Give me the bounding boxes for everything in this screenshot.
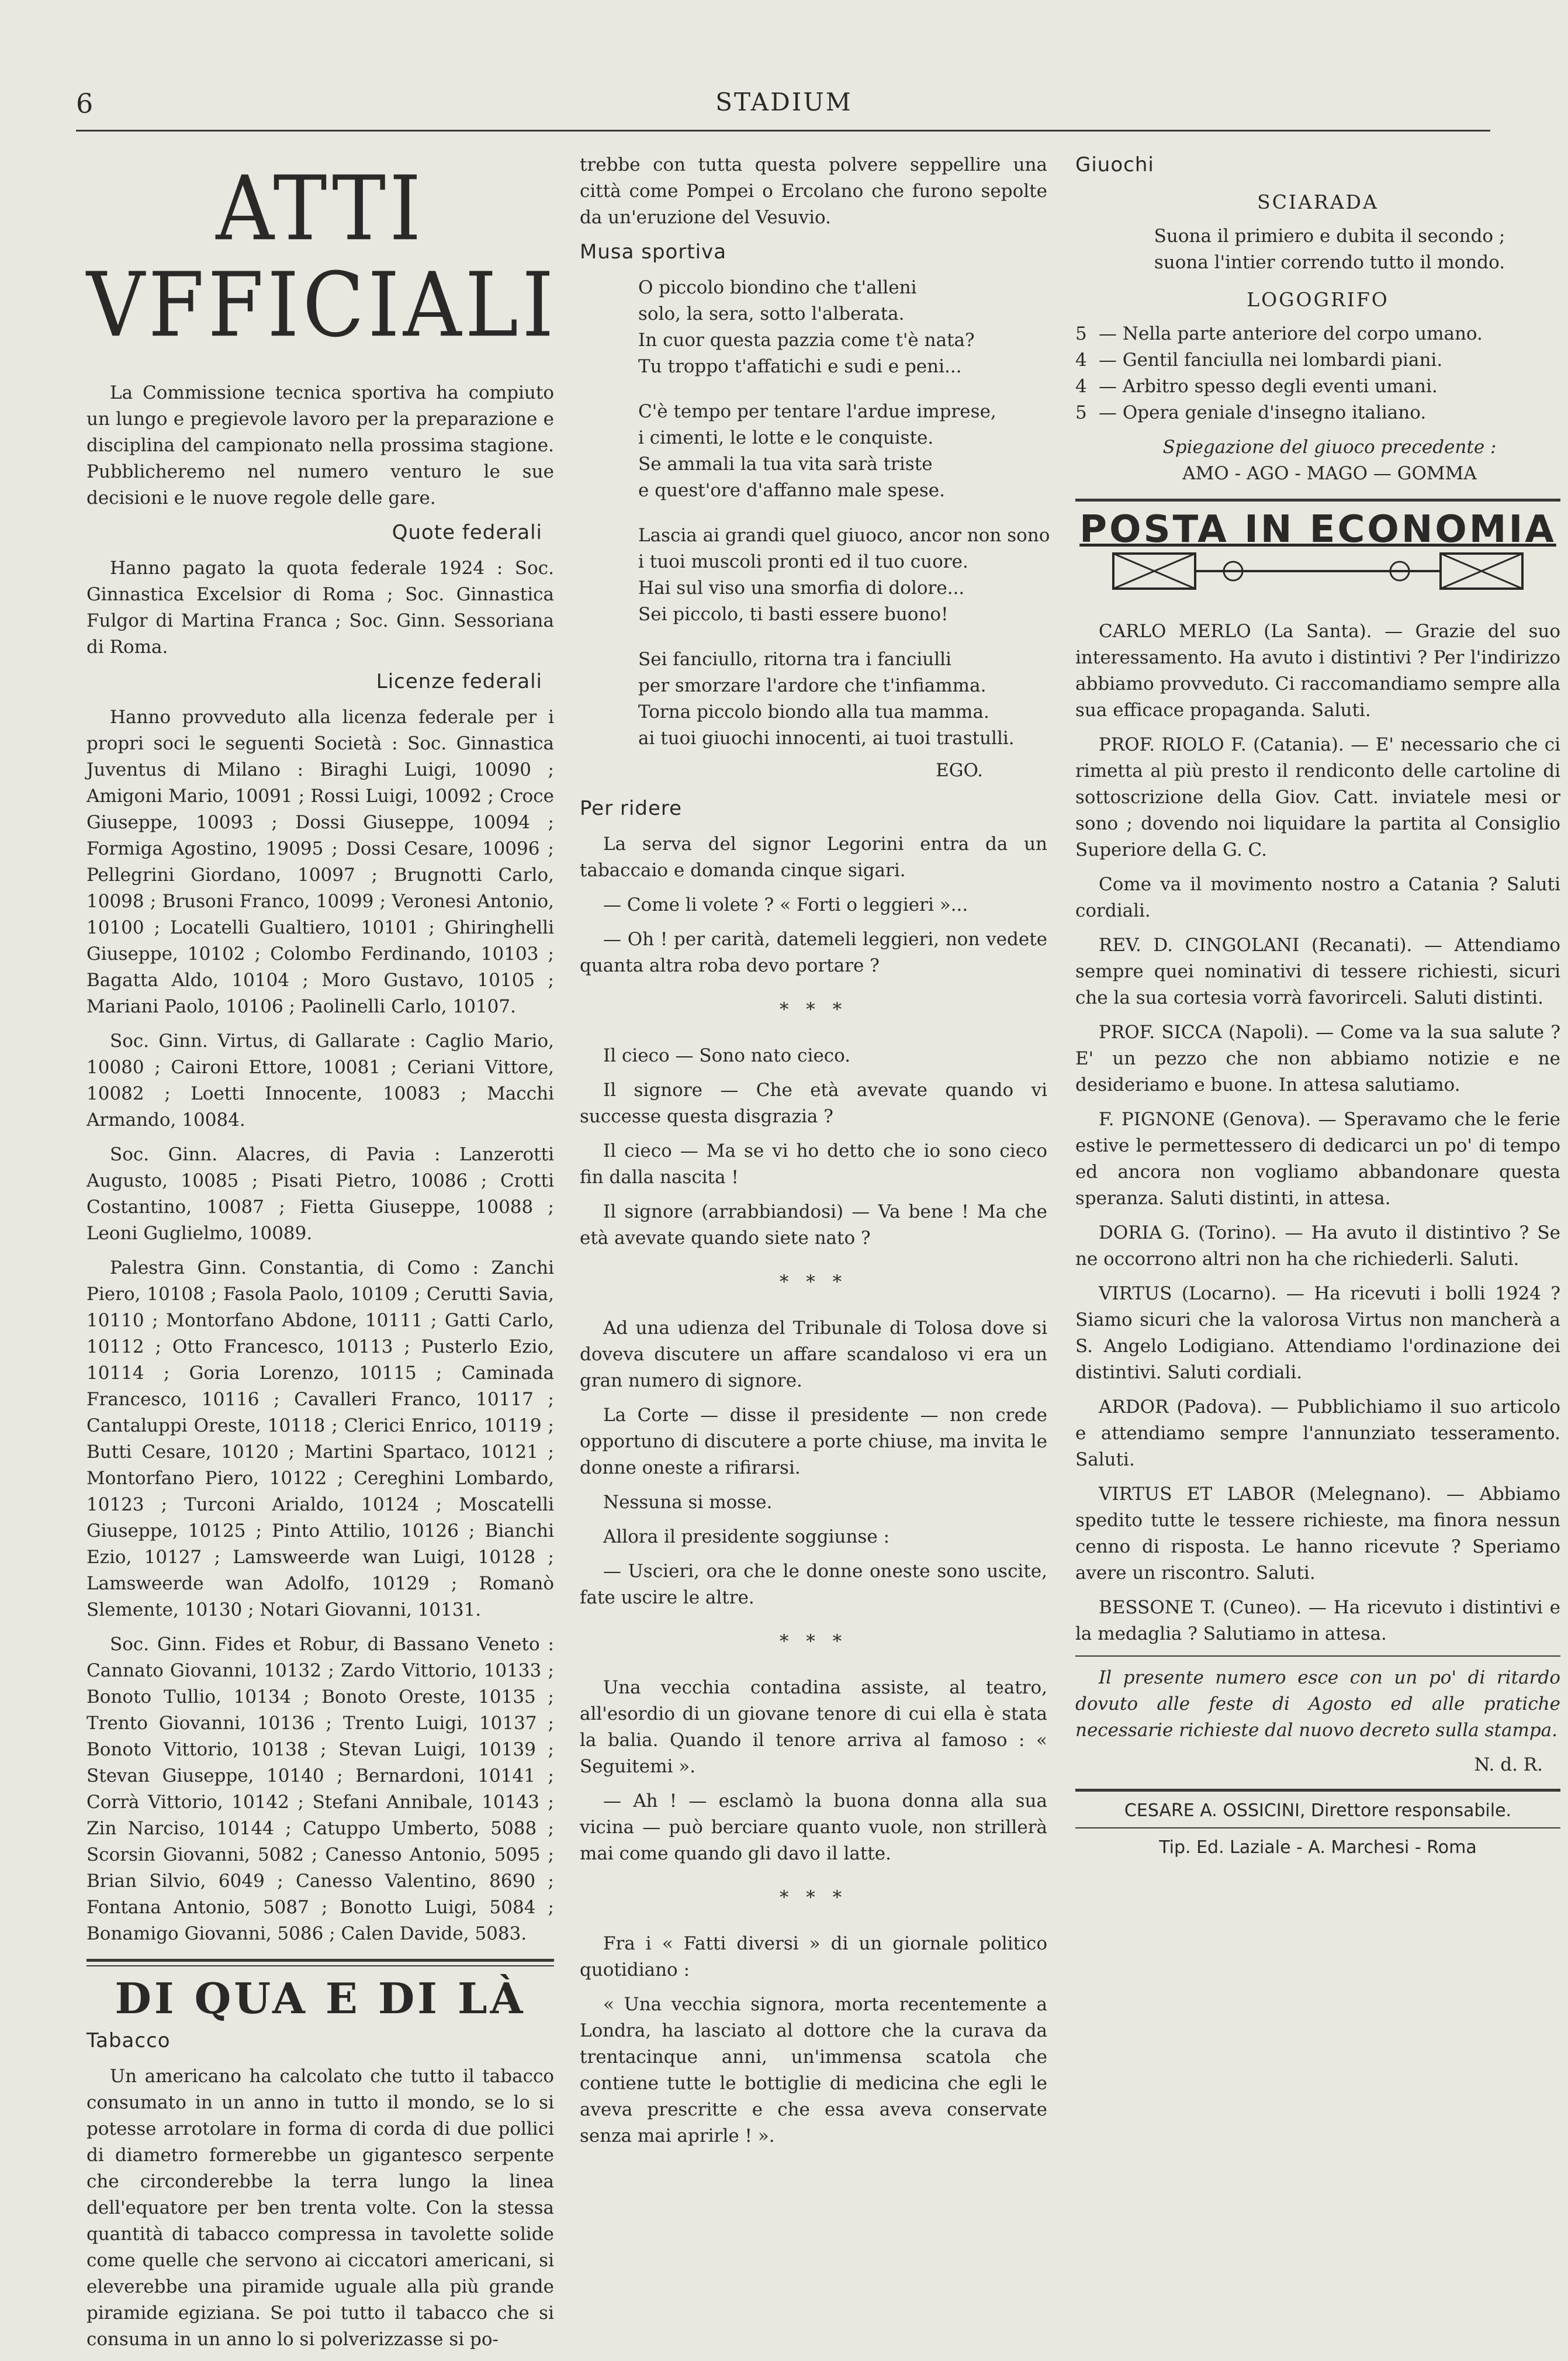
joke-paragraph: — Oh ! per carità, datemeli leggieri, non vedete quanta altra roba devo portare ? bbox=[580, 929, 1047, 976]
posta-title: POSTA IN ECONOMIA bbox=[1079, 508, 1556, 551]
poem-line: Hai sul viso una smorfia di dolore... bbox=[638, 578, 965, 599]
separator-stars: * * * bbox=[779, 1271, 848, 1292]
poem-stanza bbox=[638, 275, 1047, 380]
poem-stanza bbox=[638, 647, 1047, 752]
posta-paragraph: PROF. SICCA (Napoli). — Come va la sua salute ? E' un pezzo che non abbiamo notizie e ne desideriamo e buone. In attesa salutiamo. bbox=[1075, 1022, 1560, 1095]
joke-paragraph: Il signore (arrabbiandosi) — Va bene ! Ma che età avevate quando siete nato ? bbox=[580, 1201, 1047, 1249]
poem-line: i tuoi muscoli pronti ed il tuo cuore. bbox=[638, 551, 968, 572]
tabacco-heading: Tabacco bbox=[86, 2029, 171, 2052]
sciarada-line: Suona il primiero e dubita il secondo ; bbox=[1154, 226, 1505, 247]
section-rule bbox=[1075, 1789, 1560, 1792]
di-qua-heading: DI QUA E DI LÀ bbox=[115, 1973, 526, 2023]
posta-paragraph: REV. D. CINGOLANI (Recanati). — Attendiamo sempre quei nominativi di tessere richiesti, sicuri che la sua cortesia vorrà favorirceli. Saluti distinti. bbox=[1075, 935, 1560, 1008]
posta-paragraph: VIRTUS ET LABOR (Melegnano). — Abbiamo spedito tutte le tessere richieste, ma finora nessun cenno di risposta. Le hanno ricevute ? Speriamo avere un riscontro. Saluti. bbox=[1075, 1484, 1560, 1584]
posta-paragraph: PROF. RIOLO F. (Catania). — E' necessario che ci rimetta al più presto il rendiconto delle cartoline di sottoscrizione della Giov. Catt. inviatele mesi or sono ; dovendo noi liquidare la partita al Consiglio Superiore della G. C. bbox=[1075, 734, 1560, 860]
header-rule bbox=[76, 130, 1490, 132]
section-rule-thin bbox=[1075, 1655, 1560, 1657]
poem-line: Lascia ai grandi quel giuoco, ancor non sono bbox=[638, 525, 1050, 546]
logogrifo-row bbox=[1075, 374, 1560, 400]
joke-paragraph: « Una vecchia signora, morta recentemente a Londra, ha lasciato al dottore che la curava da trentacinque anni, un'immensa scatola che contiene tutte le bottiglie di medicina che egli le aveva prescritte e che essa aveva conservate senza mai aprirle ! ». bbox=[580, 1994, 1047, 2146]
intro-paragraph: La Commissione tecnica sportiva ha compiuto un lungo e pregievole lavoro per la preparazione e disciplina del campionato nella prossima stagione. Pubblicheremo nel numero venturo le sue decisioni e le nuove regole delle gare. bbox=[86, 382, 554, 509]
separator-stars: * * * bbox=[779, 1887, 848, 1908]
joke-paragraph: Allora il presidente soggiunse : bbox=[603, 1526, 890, 1547]
logogrifo-clue: — Arbitro spesso degli eventi umani. bbox=[1099, 376, 1438, 397]
delay-notice: Il presente numero esce con un po' di ritardo dovuto alle feste di Agosto ed alle pratiche necessarie richieste dal nuovo decreto sulla stampa. bbox=[1075, 1667, 1560, 1741]
joke-paragraph: La serva del signor Legorini entra da un tabaccaio e domanda cinque sigari. bbox=[580, 834, 1047, 881]
director-credit: CESARE A. OSSICINI, Direttore responsabile. bbox=[1124, 1800, 1512, 1821]
poem-line: In cuor questa pazzia come t'è nata? bbox=[638, 330, 975, 351]
logogrifo-number: 5 bbox=[1075, 402, 1087, 423]
licenze-paragraph: Soc. Ginn. Fides et Robur, di Bassano Veneto : Cannato Giovanni, 10132 ; Zardo Vittorio, 10133 ; Bonoto Tullio, 10134 ; Bonoto Oreste, 10135 ; Trento Giovanni, 10136 ; Trento Luigi, 10137 ; Bonoto Vittorio, 10138 ; Stevan Luigi, 10139 ; Stevan Giuseppe, 10140 ; Bernardoni, 10141 ; Corrà Vittorio, 10142 ; Stefani Annibale, 10143 ; Zin Narciso, 10144 ; Catuppo Umberto, 5088 ; Scorsin Giovanni, 5082 ; Canesso Antonio, 5095 ; Brian Silvio, 6049 ; Canesso Valentino, 8690 ; Fontana Antonio, 5087 ; Bonotto Luigi, 5084 ; Bonamigo Giovanni, 5086 ; Calen Davide, 5083. bbox=[86, 1634, 554, 1944]
logogrifo-row bbox=[1075, 347, 1560, 374]
poem-line: Sei piccolo, ti basti essere buono! bbox=[638, 604, 949, 625]
posta-paragraph: VIRTUS (Locarno). — Ha ricevuti i bolli 1924 ? Siamo sicuri che la valorosa Virtus non mancherà a S. Angelo Lodigiano. Attendiamo l'ordinazione dei distintivi. Saluti cordiali. bbox=[1075, 1283, 1560, 1383]
musa-heading: Musa sportiva bbox=[580, 240, 727, 264]
section-rule bbox=[1075, 499, 1560, 502]
logogrifo-row bbox=[1075, 400, 1560, 426]
posta-paragraph: CARLO MERLO (La Santa). — Grazie del suo interessamento. Ha avuto i distintivi ? Per l'indirizzo abbiamo provveduto. Ci raccomandiamo sempre alla sua efficace propaganda. Saluti. bbox=[1075, 621, 1560, 721]
logogrifo-clue: — Nella parte anteriore del corpo umano. bbox=[1099, 323, 1483, 344]
joke-paragraph: — Come li volete ? « Forti o leggieri »... bbox=[603, 894, 968, 915]
separator-stars: * * * bbox=[779, 1631, 848, 1652]
poem-line: Tu troppo t'affatichi e sudi e peni... bbox=[638, 356, 962, 377]
poem-line: e quest'ore d'affanno male spese. bbox=[638, 480, 945, 501]
licenze-heading: Licenze federali bbox=[376, 670, 542, 693]
logogrifo-row bbox=[1075, 321, 1560, 347]
joke-paragraph: La Corte — disse il presidente — non crede opportuno di discutere a porte chiuse, ma invita le donne oneste a rifirarsi. bbox=[580, 1405, 1047, 1478]
poem-line: Torna piccolo biondo alla tua mamma. bbox=[638, 701, 989, 723]
logogrifo-number: 5 bbox=[1075, 323, 1087, 344]
sciarada-title: SCIARADA bbox=[1257, 191, 1379, 213]
joke-paragraph: Il cieco — Ma se vi ho detto che io sono cieco fin dalla nascita ! bbox=[580, 1140, 1047, 1188]
posta-paragraph: BESSONE T. (Cuneo). — Ha ricevuto i distintivi e la medaglia ? Salutiamo in attesa. bbox=[1075, 1597, 1560, 1644]
spiegazione-answer: AMO - AGO - MAGO — GOMMA bbox=[1182, 463, 1477, 484]
joke-paragraph: Ad una udienza del Tribunale di Tolosa dove si doveva discutere un affare scandaloso vi era un gran numero di signore. bbox=[580, 1318, 1047, 1391]
column-2 bbox=[580, 152, 1050, 2158]
poem-line: i cimenti, le lotte e le conquiste. bbox=[638, 427, 934, 448]
poem-line: C'è tempo per tentare l'ardue imprese, bbox=[638, 401, 996, 422]
poem-signature: EGO. bbox=[936, 760, 983, 781]
column-3 bbox=[1075, 152, 1560, 1861]
poem-stanza bbox=[638, 523, 1050, 628]
posta-paragraph: ARDOR (Padova). — Pubblichiamo il suo articolo e attendiamo sempre l'annunziato tesseramento. Saluti. bbox=[1075, 1396, 1560, 1470]
logogrifo-number: 4 bbox=[1075, 376, 1087, 397]
joke-paragraph: Il cieco — Sono nato cieco. bbox=[603, 1045, 851, 1066]
posta-paragraph: F. PIGNONE (Genova). — Speravamo che le ferie estive le permettessero di dedicarci un po' di tempo ed ancora non vogliamo abbandonare questa speranza. Saluti distinti, in attesa. bbox=[1075, 1109, 1560, 1209]
section-rule-thin bbox=[1075, 1827, 1560, 1828]
giuochi-heading: Giuochi bbox=[1075, 153, 1154, 177]
quote-paragraph: Hanno pagato la quota federale 1924 : Soc. Ginnastica Excelsior di Roma ; Soc. Ginnastica Fulgor di Martina Franca ; Soc. Ginn. Sessoriana di Roma. bbox=[86, 558, 554, 658]
logogrifo-title: LOGOGRIFO bbox=[1247, 288, 1389, 311]
poem-line: O piccolo biondino che t'alleni bbox=[638, 277, 917, 298]
joke-paragraph: — Ah ! — esclamò la buona donna alla sua vicina — può berciare quanto vuole, non strillerà mai come quando gli davo il latte. bbox=[580, 1790, 1047, 1864]
envelope-ornament-icon bbox=[1107, 543, 1528, 596]
licenze-paragraph: Soc. Ginn. Virtus, di Gallarate : Caglio Mario, 10080 ; Caironi Ettore, 10081 ; Ceriani Vittore, 10082 ; Loetti Innocente, 10083 ; Macchi Armando, 10084. bbox=[86, 1031, 554, 1131]
printer-credit: Tip. Ed. Laziale - A. Marchesi - Roma bbox=[1159, 1837, 1477, 1858]
notice-signature: N. d. R. bbox=[1474, 1754, 1543, 1775]
joke-paragraph: Una vecchia contadina assiste, al teatro, all'esordio di un giovane tenore di cui ella è stata la balia. Quando il tenore arriva al famoso : « Seguitemi ». bbox=[580, 1677, 1047, 1777]
section-rule bbox=[86, 1959, 554, 1962]
ridere-heading: Per ridere bbox=[580, 797, 683, 820]
logogrifo-clue: — Gentil fanciulla nei lombardi piani. bbox=[1099, 350, 1443, 371]
section-rule-thin bbox=[86, 1965, 554, 1966]
tabacco-paragraph: Un americano ha calcolato che tutto il tabacco consumato in un anno in tutto il mondo, se lo si potesse arrotolare in forma di corda di due pollici di diametro formerebbe un gigantesco serpente che circonderebbe la terra lungo la linea dell'equatore per ben trenta volte. Con la stessa quantità di tabacco compressa in tavolette solide come quelle che servono ai ciccatori americani, si eleverebbe una piramide uguale alla più grande piramide egiziana. Se poi tutto il tabacco che si consuma in un anno lo si polverizzasse si po- bbox=[86, 2066, 554, 2350]
sciarada-line: suona l'intier correndo tutto il mondo. bbox=[1154, 252, 1505, 273]
joke-paragraph: — Uscieri, ora che le donne oneste sono uscite, fate uscire le altre. bbox=[580, 1561, 1047, 1608]
running-head: STADIUM bbox=[715, 88, 853, 116]
posta-logo bbox=[1075, 508, 1560, 603]
logogrifo-clue: — Opera geniale d'insegno italiano. bbox=[1099, 402, 1427, 423]
joke-paragraph: Il signore — Che età avevate quando vi successe questa disgrazia ? bbox=[580, 1080, 1047, 1127]
quote-heading: Quote federali bbox=[392, 521, 542, 544]
joke-paragraph: Fra i « Fatti diversi » di un giornale politico quotidiano : bbox=[580, 1933, 1047, 1980]
joke-paragraph: Nessuna si mosse. bbox=[603, 1492, 773, 1513]
poem-line: ai tuoi giuochi innocenti, ai tuoi trastulli. bbox=[638, 728, 1015, 749]
tabacco-continuation: trebbe con tutta questa polvere seppellire una città come Pompei o Ercolano che furono sepolte da un'eruzione del Vesuvio. bbox=[580, 154, 1047, 228]
column-1 bbox=[86, 152, 558, 2361]
separator-stars: * * * bbox=[779, 999, 848, 1020]
poem-line: per smorzare l'ardore che t'infiamma. bbox=[638, 675, 987, 696]
poem-stanza bbox=[638, 399, 1047, 504]
atti-ufficiali-masthead: ATTI VFFICIALI bbox=[86, 157, 558, 357]
poem-line: Se ammali la tua vita sarà triste bbox=[638, 454, 933, 475]
licenze-paragraph: Hanno provveduto alla licenza federale per i propri soci le seguenti Società : Soc. Ginnastica Juventus di Milano : Biraghi Luigi, 10090 ; Amigoni Mario, 10091 ; Rossi Luigi, 10092 ; Croce Giuseppe, 10093 ; Dossi Giuseppe, 10094 ; Formiga Agostino, 19095 ; Dossi Cesare, 10096 ; Pellegrini Giordano, 10097 ; Brugnotti Carlo, 10098 ; Brusoni Franco, 10099 ; Veronesi Antonio, 10100 ; Locatelli Gualtiero, 10101 ; Ghiringhelli Giuseppe, 10102 ; Colombo Ferdinando, 10103 ; Bagatta Aldo, 10104 ; Moro Gustavo, 10105 ; Mariani Paolo, 10106 ; Paolinelli Carlo, 10107. bbox=[86, 707, 554, 1017]
logogrifo-number: 4 bbox=[1075, 350, 1087, 371]
poem-line: Sei fanciullo, ritorna tra i fanciulli bbox=[638, 649, 951, 670]
poem-line: solo, la sera, sotto l'alberata. bbox=[638, 303, 905, 324]
licenze-paragraph: Soc. Ginn. Alacres, di Pavia : Lanzerotti Augusto, 10085 ; Pisati Pietro, 10086 ; Crotti Costantino, 10087 ; Fietta Giuseppe, 10088 ; Leoni Guglielmo, 10089. bbox=[86, 1144, 554, 1244]
page-number: 6 bbox=[76, 88, 94, 119]
spiegazione-label: Spiegazione del giuoco precedente : bbox=[1162, 437, 1497, 458]
licenze-paragraph: Palestra Ginn. Constantia, di Como : Zanchi Piero, 10108 ; Fasola Paolo, 10109 ; Cerutti Savia, 10110 ; Montorfano Abdone, 10111 ; Gatti Carlo, 10112 ; Otto Francesco, 10113 ; Pusterlo Ezio, 10114 ; Goria Lorenzo, 10115 ; Caminada Francesco, 10116 ; Cavalleri Franco, 10117 ; Cantaluppi Oreste, 10118 ; Clerici Enrico, 10119 ; Butti Cesare, 10120 ; Martini Spartaco, 10121 ; Montorfano Piero, 10122 ; Cereghini Lombardo, 10123 ; Turconi Arialdo, 10124 ; Moscatelli Giuseppe, 10125 ; Pinto Attilio, 10126 ; Bianchi Ezio, 10127 ; Lamsweerde wan Luigi, 10128 ; Lamsweerde wan Adolfo, 10129 ; Romanò Slemente, 10130 ; Notari Giovanni, 10131. bbox=[86, 1257, 554, 1620]
posta-paragraph: DORIA G. (Torino). — Ha avuto il distintivo ? Se ne occorrono altri non ha che richiederli. Saluti. bbox=[1075, 1222, 1560, 1270]
posta-paragraph: Come va il movimento nostro a Catania ? Saluti cordiali. bbox=[1075, 874, 1560, 921]
